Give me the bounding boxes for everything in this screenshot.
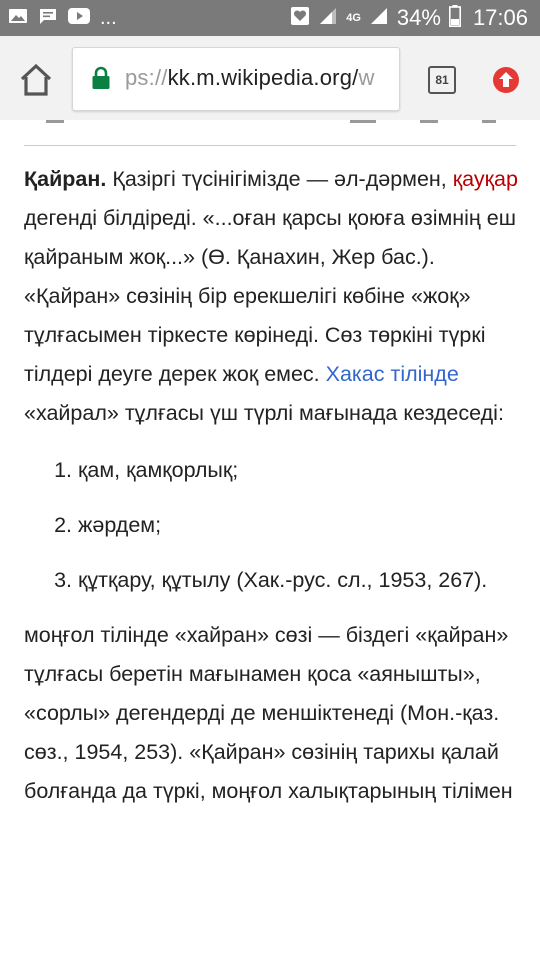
address-bar[interactable] (72, 47, 400, 111)
article-paragraph (24, 160, 518, 433)
status-bar-notifications (8, 0, 117, 36)
url-text (125, 65, 375, 91)
scrolled-icon-remnant (420, 120, 438, 123)
meanings-list (24, 451, 518, 600)
status-bar (0, 0, 540, 36)
status-bar-system (290, 0, 528, 36)
scrolled-icon-remnant (482, 120, 496, 123)
status-overflow: ... (100, 7, 117, 29)
article-paragraph: моңғол тілінде «хайран» сөзі — біздегі «қайран» тұлғасы беретін мағынамен қоса «аянышты», «сорлы» дегендерді де меншіктенеді (Мон.-қаз. сөз., 1954, 253). «Қайран» сөзінің тарихы қалай болғанда да түркі, моңғол халықтарының тілімен (24, 623, 513, 803)
article-body (24, 160, 518, 811)
battery-icon (449, 5, 461, 32)
scrolled-icon-remnant (350, 120, 376, 123)
paragraph-text: «хайрал» тұлғасы үш түрлі мағынада кездеседі: (24, 401, 504, 425)
paragraph-text: дегенді білдіреді. «...оған қарсы қоюға өзімнің еш қайраным жоқ...» (Ө. Қанахин, Жер бас.). «Қайран» сөзінің бір ерекшелігі көбіне «жоқ» тұлғасымен тіркесте көрінеді. Сөз төркіні түркі тілдері деуге дерек жоқ емес. (24, 206, 516, 386)
url-scheme: ps:// (125, 65, 168, 90)
list-item: 3. құтқару, құтылу (Хак.-рус. сл., 1953, 267). (78, 561, 518, 600)
lock-icon (91, 66, 111, 95)
section-divider (24, 145, 516, 146)
clock: 17:06 (472, 5, 528, 30)
paragraph-text: Қазіргі түсінігімізде — әл-дәрмен, (106, 167, 453, 191)
browser-toolbar (0, 36, 540, 120)
battery-percent: 34% (396, 5, 441, 30)
home-button[interactable] (16, 60, 56, 100)
tabs-icon: 81 (435, 73, 449, 87)
youtube-icon (68, 8, 90, 29)
redlink-kaukar[interactable]: қауқар (452, 167, 518, 191)
scrolled-header-remnant (0, 120, 540, 146)
image-icon (8, 7, 28, 30)
article-term: Қайран. (24, 167, 107, 191)
update-icon (492, 66, 520, 94)
network-type: 4G (346, 11, 361, 24)
url-path: w (358, 65, 375, 90)
list-item: 2. жәрдем; (78, 506, 518, 545)
scrolled-icon-remnant (46, 120, 64, 123)
signal-icon (369, 6, 389, 31)
url-host: kk.m.wikipedia.org/ (167, 65, 359, 90)
message-icon (38, 7, 58, 30)
heart-icon (290, 6, 310, 31)
link-khakas-language[interactable]: Хакас тілінде (325, 362, 459, 386)
update-button[interactable] (492, 66, 520, 94)
home-icon (16, 60, 56, 100)
signal-icon (318, 6, 338, 31)
list-item: 1. қам, қамқорлық; (78, 451, 518, 490)
tabs-button[interactable] (428, 66, 456, 94)
